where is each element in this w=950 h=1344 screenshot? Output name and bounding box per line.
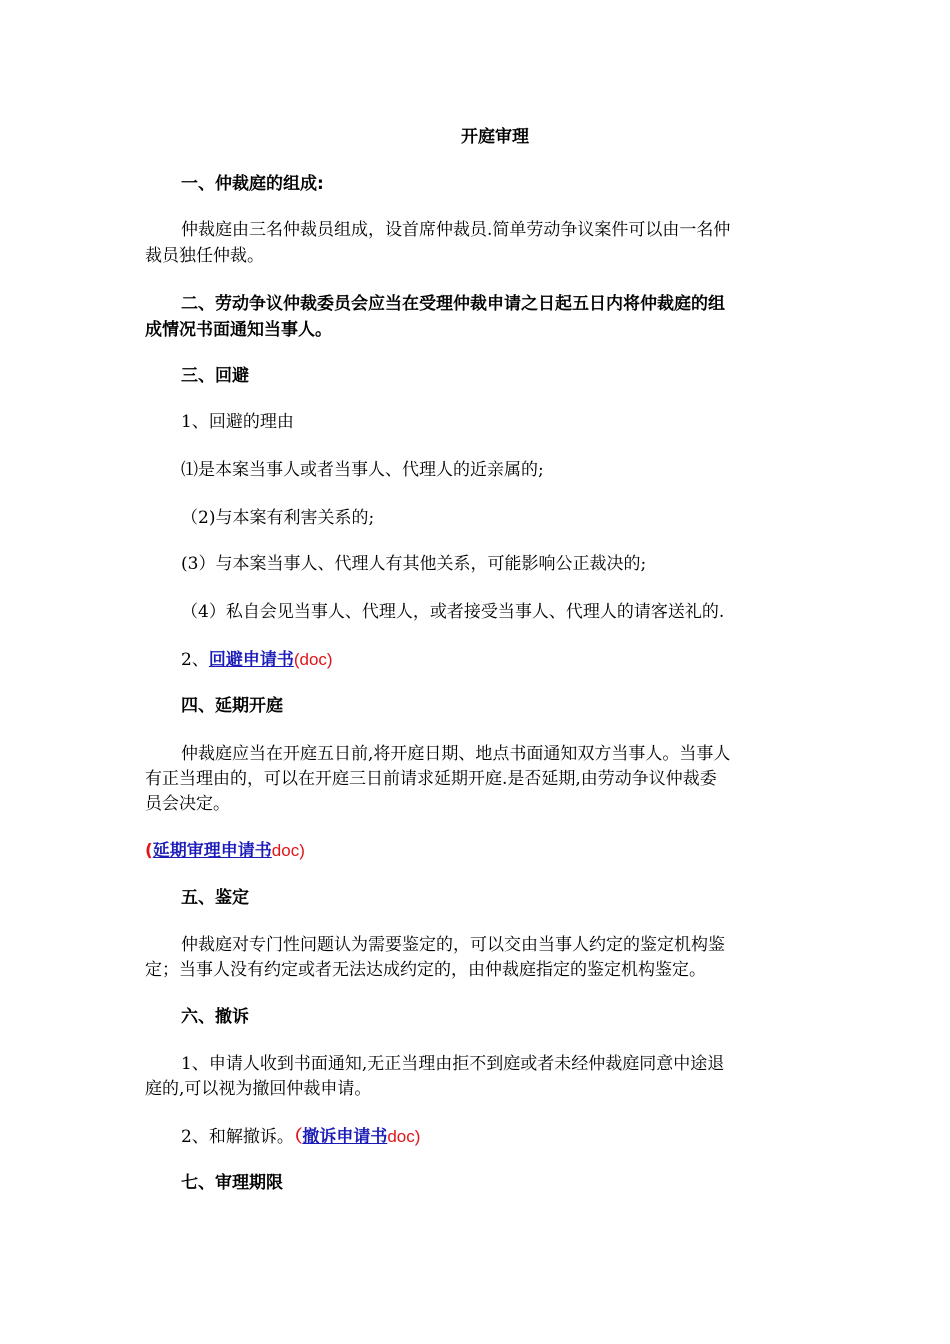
withdrawal-application-item (145, 1124, 846, 1150)
recusal-reason-3: (3）与本案当事人、代理人有其他关系，可能影响公正裁决的; (181, 554, 647, 574)
postponement-doc-suffix: doc) (271, 841, 305, 860)
recusal-doc-suffix: (doc) (293, 650, 333, 669)
recusal-application-item (145, 647, 846, 673)
section-5-body-line-2: 定；当事人没有约定或者无法达成约定的，由仲裁庭指定的鉴定机构鉴定。 (145, 960, 706, 980)
section-6-heading: 六、撤诉 (181, 1007, 249, 1027)
withdrawal-open-paren: （ (293, 1127, 303, 1147)
section-2-heading-line-1: 二、劳动争议仲裁委员会应当在受理仲裁申请之日起五日内将仲裁庭的组 (181, 294, 725, 314)
settlement-withdrawal-text: 2、和解撤诉。 (181, 1127, 294, 1147)
recusal-reason-4: （4）私自会见当事人、代理人，或者接受当事人、代理人的请客送礼的. (181, 602, 725, 622)
postponement-application-item (145, 838, 810, 864)
section-1-heading: 一、仲裁庭的组成: (181, 174, 324, 194)
section-3-heading: 三、回避 (181, 366, 249, 386)
section-4-body-line-3: 员会决定。 (145, 794, 230, 814)
recusal-reason-1: ⑴是本案当事人或者当事人、代理人的近亲属的; (181, 460, 544, 480)
section-5-heading: 五、鉴定 (181, 888, 249, 908)
section-4-heading: 四、延期开庭 (181, 696, 283, 716)
section-1-body-line-1: 仲裁庭由三名仲裁员组成，设首席仲裁员.简单劳动争议案件可以由一名仲 (181, 220, 731, 240)
postponement-application-link[interactable]: 延期审理申请书 (152, 841, 272, 861)
recusal-reason-2: （2)与本案有利害关系的; (181, 508, 375, 528)
section-5-body-line-1: 仲裁庭对专门性问题认为需要鉴定的，可以交由当事人约定的鉴定机构鉴 (181, 935, 725, 955)
section-2-heading-line-2: 成情况书面通知当事人。 (145, 320, 332, 340)
recusal-reasons-title: 1、回避的理由 (181, 412, 294, 432)
withdrawal-application-link[interactable]: 撤诉申请书 (302, 1127, 388, 1147)
recusal-item-prefix: 2、 (181, 650, 209, 670)
recusal-application-link[interactable]: 回避申请书 (208, 650, 294, 670)
section-6-body-line-1: 1、申请人收到书面通知,无正当理由拒不到庭或者未经仲裁庭同意中途退 (181, 1054, 725, 1074)
withdrawal-doc-suffix: doc) (387, 1127, 421, 1146)
section-7-heading: 七、审理期限 (181, 1173, 283, 1193)
section-1-body-line-2: 裁员独任仲裁。 (145, 246, 264, 266)
document-title: 开庭审理 (461, 127, 529, 147)
postponement-open-paren: ( (145, 841, 153, 861)
section-6-body-line-2: 庭的,可以视为撤回仲裁申请。 (145, 1079, 372, 1099)
section-4-body-line-2: 有正当理由的，可以在开庭三日前请求延期开庭.是否延期,由劳动争议仲裁委 (145, 769, 717, 789)
section-4-body-line-1: 仲裁庭应当在开庭五日前,将开庭日期、地点书面通知双方当事人。当事人 (181, 744, 731, 764)
